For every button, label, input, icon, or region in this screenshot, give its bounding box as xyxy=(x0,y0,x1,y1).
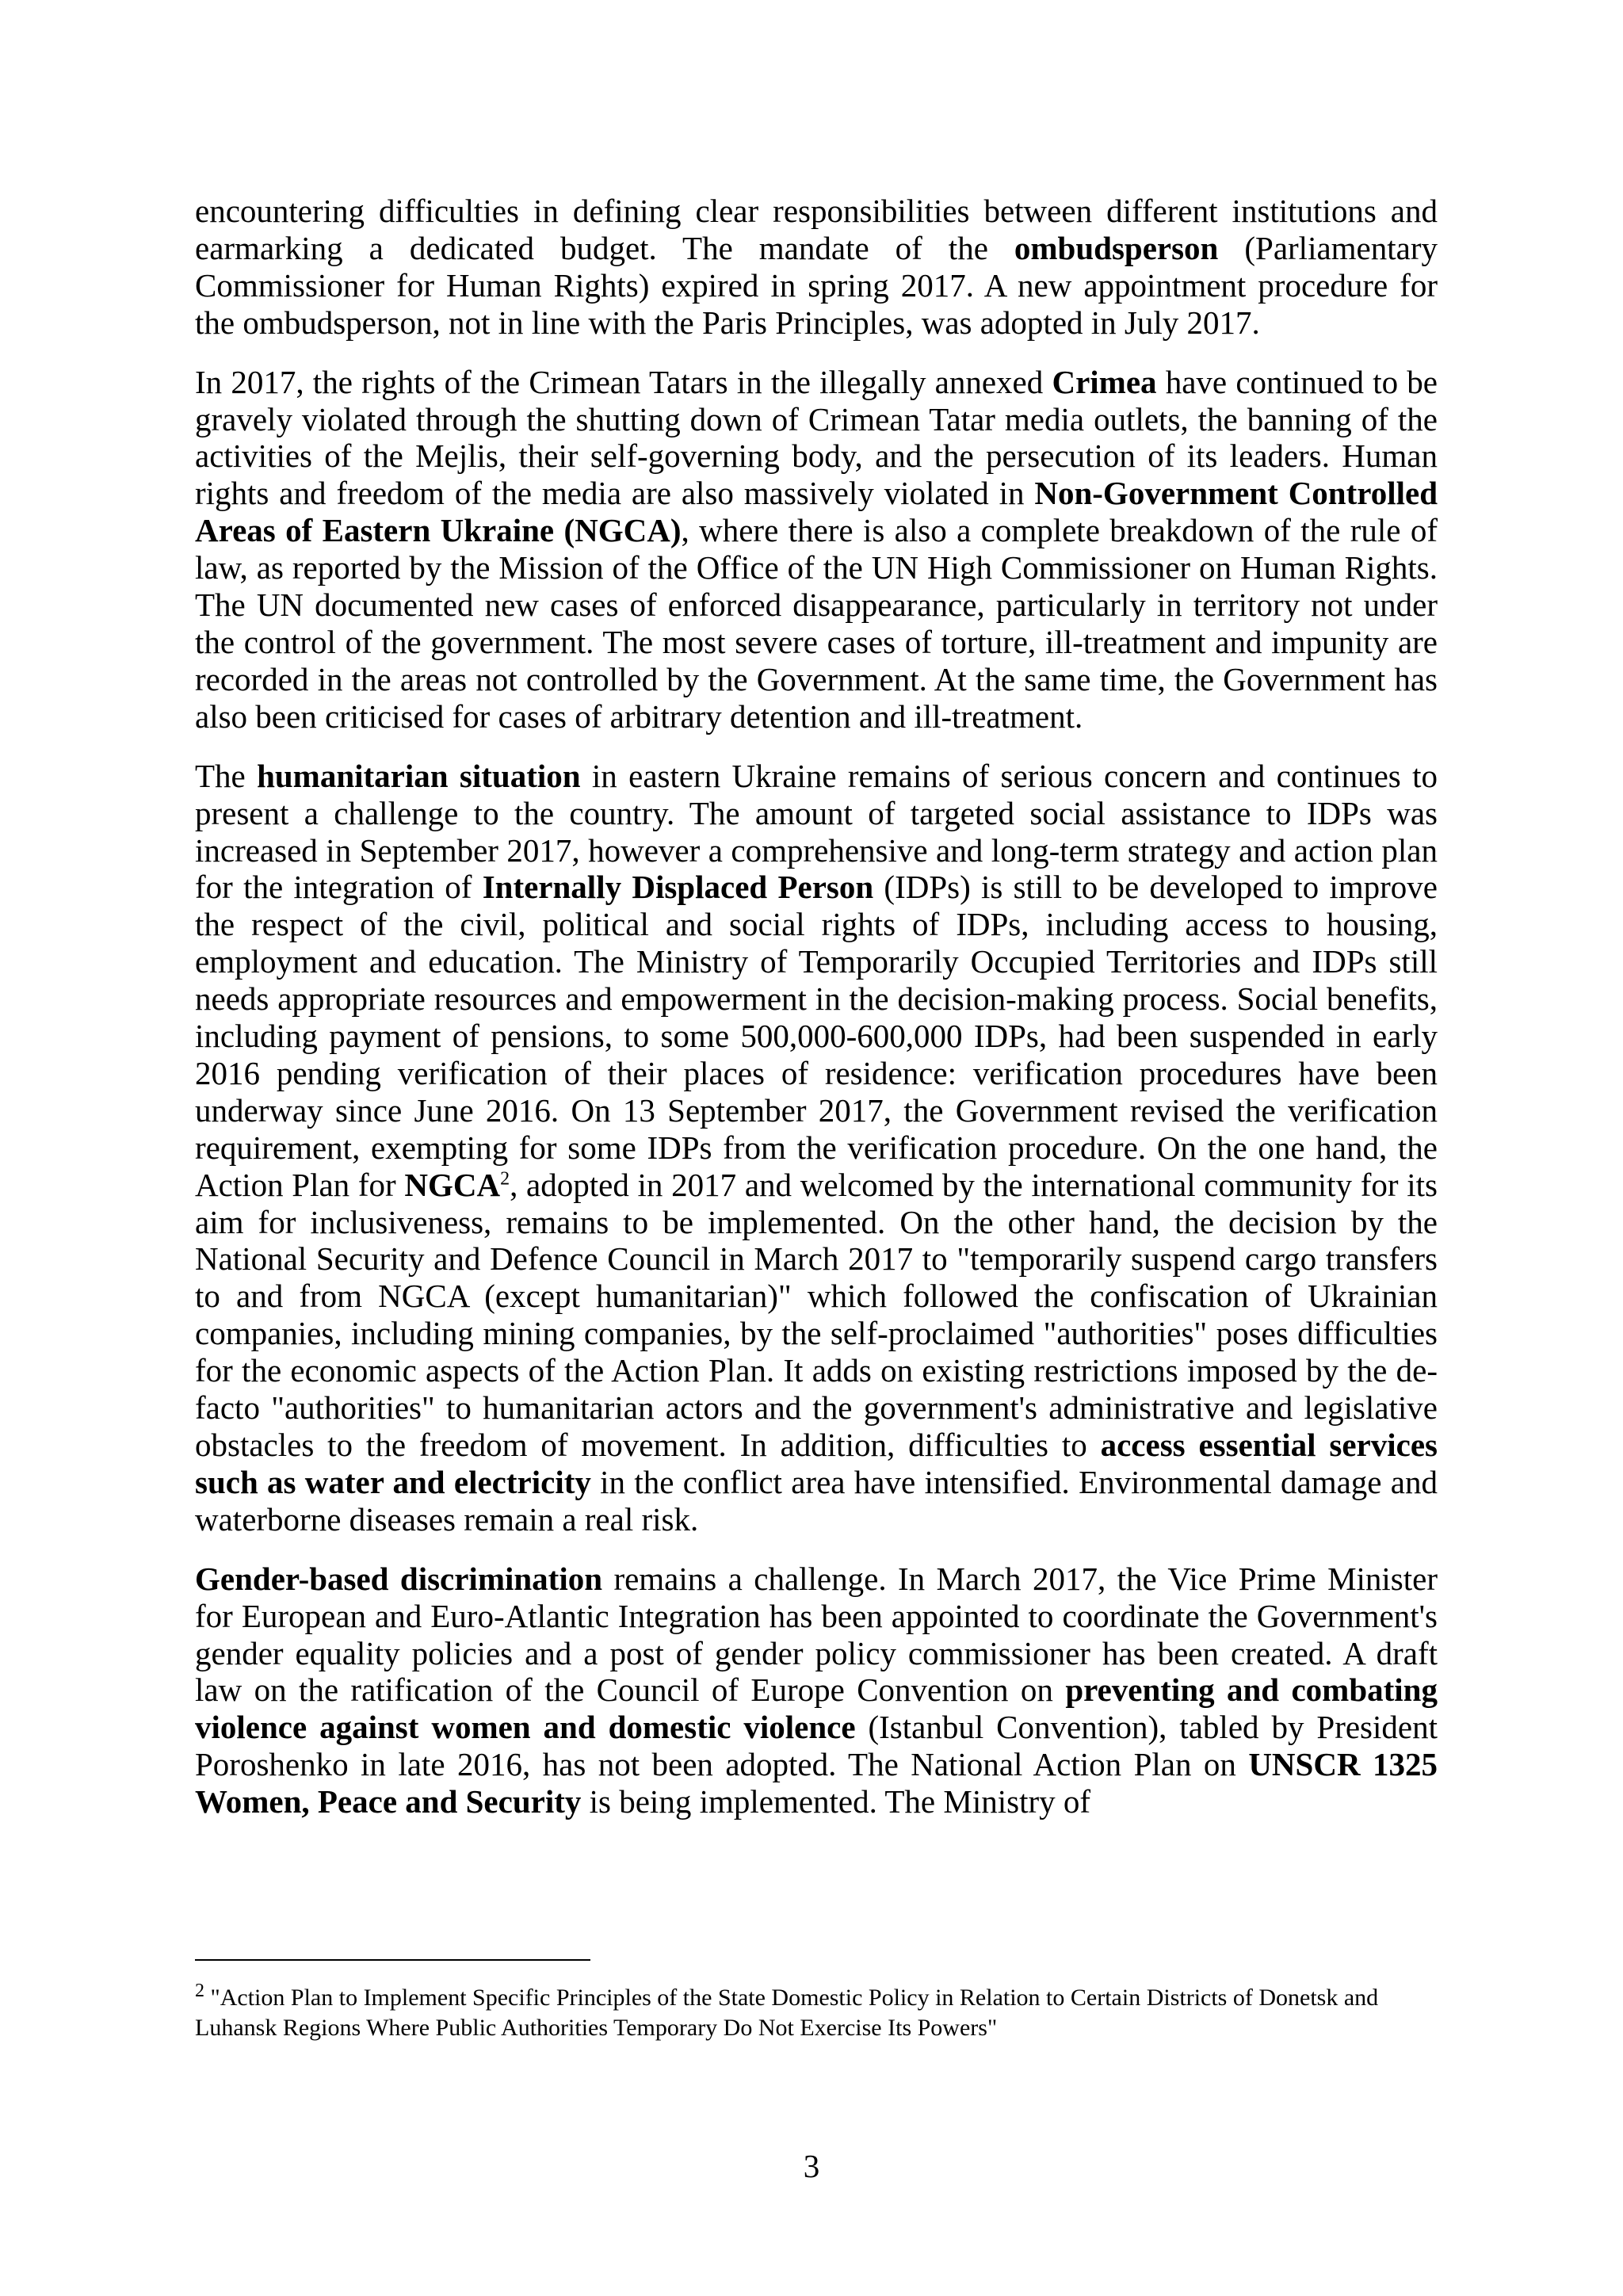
footnote-reference[interactable]: 2 xyxy=(500,1168,510,1189)
text-run: encountering difficulties in defining clear responsibilities between different institutions and earmarking a dedicated budget. The mandate of the xyxy=(195,193,1438,266)
paragraph-crimea xyxy=(195,364,1438,735)
paragraph-gender xyxy=(195,1561,1438,1820)
bold-term-ngca: Non-Government Controlled Areas of Eastern Ukraine (NGCA) xyxy=(195,475,1438,549)
text-run: In 2017, the rights of the Crimean Tatars in the illegally annexed xyxy=(195,363,1052,400)
bold-term-gender-discrimination: Gender-based discrimination xyxy=(195,1560,603,1597)
footnote-marker: 2 xyxy=(195,1981,204,2001)
text-run: (IDPs) is still to be developed to improve the respect of the civil, political and social rights of IDPs, including access to housing, employment and education. The Ministry of Temporarily Occupied Territories and IDPs still needs appropriate resources and empowerment in the decision-making process. Social benefits, including payment of pensions, to some 500,000-600,000 IDPs, had been suspended in early 2016 pending verification of their places of residence: verification procedures have been underway since June 2016. On 13 September 2017, the Government revised the verification requirement, exempting for some IDPs from the verification procedure. On the one hand, the Action Plan for xyxy=(195,869,1438,1203)
bold-term-ombudsperson: ombudsperson xyxy=(1014,229,1219,266)
bold-term-unscr-1325: UNSCR 1325 Women, Peace and Security xyxy=(195,1746,1438,1820)
text-run: , adopted in 2017 and welcomed by the international community for its aim for inclusiveness, remains to be implemented. On the other hand, the decision by the National Security and Defence Council in March 2017 to "temporarily suspend cargo transfers to and from NGCA (except humanitarian)" which followed the confiscation of Ukrainian companies, including mining companies, by the self-proclaimed "authorities" poses difficulties for the economic aspects of the Action Plan. It adds on existing restrictions imposed by the de-facto "authorities" to humanitarian actors and the government's administrative and legislative obstacles to the freedom of movement. In addition, difficulties to xyxy=(195,1166,1438,1463)
bold-term-violence-against-women: preventing and combating violence against women and domestic violence xyxy=(195,1671,1438,1746)
text-run: in eastern Ukraine remains of serious concern and continues to present a challenge to the country. The amount of targeted social assistance to IDPs was increased in September 2017, however a comprehensive and long-term strategy and action plan for the integration of xyxy=(195,757,1438,906)
text-run: , where there is also a complete breakdown of the rule of law, as reported by the Mission of the Office of the UN High Commissioner on Human Rights. The UN documented new cases of enforced disappearance, particularly in territory not under the control of the government. The most severe cases of torture, ill-treatment and impunity are recorded in the areas not controlled by the Government. At the same time, the Government has also been criticised for cases of arbitrary detention and ill-treatment. xyxy=(195,512,1438,735)
footnote-text: "Action Plan to Implement Specific Principles of the State Domestic Policy in Relation to Certain Districts of Donetsk and Luhansk Regions Where Public Authorities Temporary Do Not Exercise Its Powers" xyxy=(195,1985,1379,2041)
paragraph-ombudsperson xyxy=(195,193,1438,342)
text-run: is being implemented. The Ministry of xyxy=(581,1783,1091,1820)
text-run: in the conflict area have intensified. Environmental damage and waterborne diseases remain a real risk. xyxy=(195,1463,1438,1538)
text-run: (Parliamentary Commissioner for Human Rights) expired in spring 2017. A new appointment procedure for the ombudsperson, not in line with the Paris Principles, was adopted in July 2017. xyxy=(195,229,1438,341)
text-run: (Istanbul Convention), tabled by President Poroshenko in late 2016, has not been adopted. The National Action Plan on xyxy=(195,1709,1438,1783)
bold-term-humanitarian-situation: humanitarian situation xyxy=(257,757,581,794)
footnote xyxy=(195,1983,1438,2043)
bold-term-crimea: Crimea xyxy=(1052,363,1157,400)
text-run: The xyxy=(195,757,258,794)
bold-term-idp: Internally Displaced Person xyxy=(482,869,874,906)
page-number: 3 xyxy=(803,2148,820,2184)
footnote-separator xyxy=(195,1959,590,1961)
text-run: remains a challenge. In March 2017, the Vice Prime Minister for European and Euro-Atlantic Integration has been appointed to coordinate the Government's gender equality policies and a post of gender policy commissioner has been created. A draft law on the ratification of the Council of Europe Convention on xyxy=(195,1560,1438,1709)
text-run: have continued to be gravely violated through the shutting down of Crimean Tatar media outlets, the banning of the activities of the Mejlis, their self-governing body, and the persecution of its leaders. Human rights and freedom of the media are also massively violated in xyxy=(195,363,1438,512)
bold-term-ngca-short: NGCA xyxy=(404,1166,501,1203)
body-text xyxy=(195,193,1438,1843)
paragraph-humanitarian xyxy=(195,758,1438,1538)
bold-term-essential-services: access essential services such as water and electricity xyxy=(195,1427,1438,1500)
